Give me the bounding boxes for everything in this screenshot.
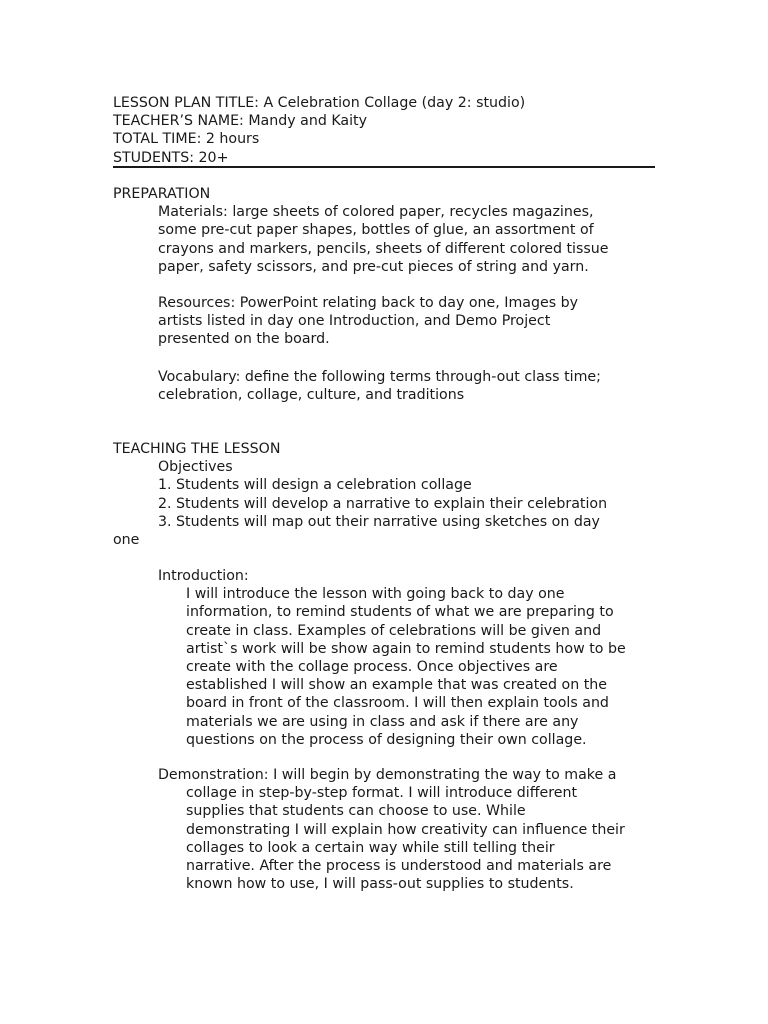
preparation-heading: PREPARATION (113, 186, 211, 202)
teaching-section (113, 440, 673, 549)
objective-item: 1. Students will design a celebration collage (158, 477, 472, 494)
total-time: TOTAL TIME: 2 hours (113, 131, 260, 148)
demonstration-line: collage in step-by-step format. I will introduce different (186, 785, 578, 802)
vocabulary-paragraph (113, 368, 718, 404)
demonstration-line: Demonstration: I will begin by demonstrating the way to make a (158, 767, 617, 783)
materials-line: crayons and markers, pencils, sheets of different colored tissue (158, 240, 609, 257)
demonstration-block (113, 766, 673, 893)
teacher-name: TEACHER’S NAME: Mandy and Kaity (113, 113, 368, 130)
objective-item: 3. Students will map out their narrative using sketches on day (158, 513, 600, 530)
objective-item: 2. Students will develop a narrative to explain their celebration (158, 495, 608, 512)
objectives-block (113, 458, 673, 531)
demonstration-line: known how to use, I will pass-out supplies to students. (186, 876, 574, 893)
demonstration-line: demonstrating I will explain how creativity can influence their (186, 821, 625, 838)
materials-line: paper, safety scissors, and pre-cut pieces of string and yarn. (158, 258, 589, 275)
vocabulary-line: celebration, collage, culture, and traditions (158, 387, 465, 404)
lesson-title: LESSON PLAN TITLE: A Celebration Collage (day 2: studio) (113, 95, 526, 111)
lesson-header (113, 94, 658, 167)
resources-line: presented on the board. (158, 331, 330, 348)
materials-paragraph (113, 203, 673, 276)
objectives-label: Objectives (158, 459, 233, 476)
introduction-line: questions on the process of designing their own collage. (186, 731, 587, 748)
objective-wrap: one (113, 532, 140, 549)
header-divider (113, 166, 655, 168)
introduction-line: information, to remind students of what we are preparing to (186, 604, 614, 621)
introduction-label: Introduction: (158, 568, 249, 584)
resources-paragraph (113, 294, 718, 349)
introduction-line: artist`s work will be show again to remind students how to be (186, 640, 626, 657)
introduction-line: established I will show an example that was created on the (186, 677, 608, 694)
demonstration-line: narrative. After the process is understood and materials are (186, 858, 612, 875)
teaching-heading: TEACHING THE LESSON (113, 441, 281, 457)
introduction-line: board in front of the classroom. I will then explain tools and (186, 695, 609, 712)
introduction-block (113, 567, 673, 749)
introduction-line: materials we are using in class and ask if there are any (186, 713, 579, 730)
introduction-line: create with the collage process. Once objectives are (186, 659, 558, 676)
students-count: STUDENTS: 20+ (113, 149, 229, 166)
resources-line: Resources: PowerPoint relating back to day one, Images by (158, 295, 579, 311)
introduction-text (113, 585, 673, 749)
demonstration-line: collages to look a certain way while still telling their (186, 839, 555, 856)
demonstration-text (113, 784, 673, 893)
materials-line: some pre-cut paper shapes, bottles of glue, an assortment of (158, 222, 594, 239)
resources-line: artists listed in day one Introduction, and Demo Project (158, 313, 551, 330)
materials-line: Materials: large sheets of colored paper, recycles magazines, (158, 204, 594, 221)
introduction-line: create in class. Examples of celebrations will be given and (186, 622, 602, 639)
vocabulary-line: Vocabulary: define the following terms through-out class time; (158, 369, 601, 385)
introduction-line: I will introduce the lesson with going back to day one (186, 586, 565, 603)
preparation-section (113, 185, 673, 276)
demonstration-line: supplies that students can choose to use. While (186, 803, 526, 820)
